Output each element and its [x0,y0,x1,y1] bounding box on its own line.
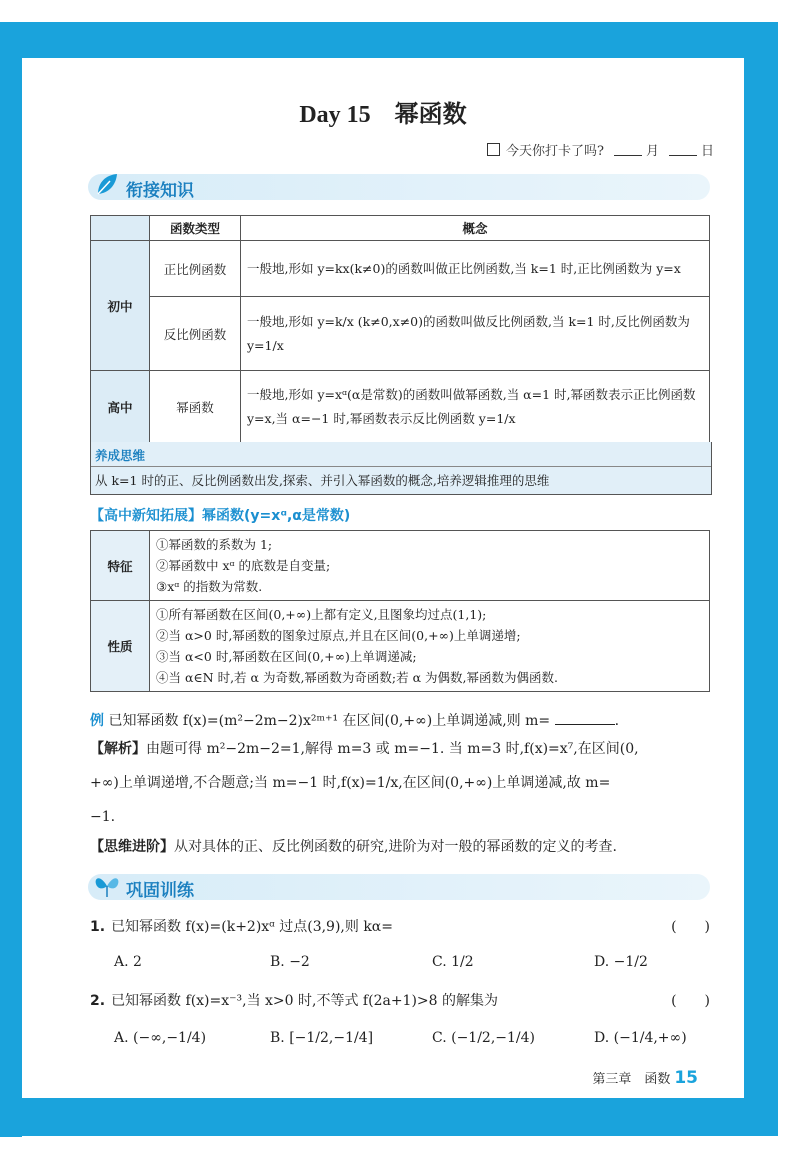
example-label: 例 [90,713,104,729]
extension-heading: 【高中新知拓展】幂函数(y=xᵅ,α是常数) [90,508,351,524]
example-analysis [90,738,715,828]
day-blank[interactable] [669,143,697,156]
habit-body: 从 k=1 时的正、反比例函数出发,探索、并引入幂函数的概念,培养逻辑推理的思维 [95,473,550,488]
property-item: ④当 α∈N 时,若 α 为奇数,幂函数为奇函数;若 α 为偶数,幂函数为偶函数. [156,670,558,685]
type-cell: 反比例函数 [150,297,241,371]
answer-paren[interactable]: ( ) [671,919,710,935]
advance-label: 【思维进阶】 [90,839,174,855]
power-function-table [90,530,710,692]
question-1 [90,916,393,936]
option-d[interactable]: D. −1/2 [594,954,648,970]
feature-item: ②幂函数中 xᵅ 的底数是自变量; [156,558,331,573]
butterfly-leaf-icon [92,870,122,900]
advance-text: 从对具体的正、反比例函数的研究,进阶为对一般的幂函数的定义的考查. [174,839,617,855]
table-header-concept: 概念 [241,216,710,241]
feature-label: 特征 [91,531,150,601]
table-corner-cell [91,216,150,241]
property-list [150,601,710,692]
bottom-border-band [0,1098,778,1136]
divider [91,466,711,467]
answer-blank[interactable] [555,710,615,725]
right-border-band [744,58,778,1098]
feature-item: ③xᵅ 的指数为常数. [156,579,263,594]
section-bar-bridge-knowledge [88,174,710,200]
answer-paren[interactable]: ( ) [671,993,710,1009]
section-title: 衔接知识 [126,181,194,201]
type-cell: 正比例函数 [150,241,241,297]
property-item: ③当 α<0 时,幂函数在区间(0,+∞)上单调递减; [156,649,417,664]
section-title: 巩固训练 [126,881,194,901]
page-number: 15 [674,1068,698,1088]
chapter-label: 第三章 函数 [592,1072,671,1087]
analysis-line: 由题可得 m²−2m−2=1,解得 m=3 或 m=−1. 当 m=3 时,f(x)=x⁷,在区间(0, [146,741,639,757]
analysis-label: 【解析】 [90,741,146,757]
property-label: 性质 [91,601,150,692]
checkin-checkbox[interactable] [487,143,500,156]
concept-cell: 一般地,形如 y=k/x (k≠0,x≠0)的函数叫做反比例函数,当 k=1 时,反比例函数为 y=1/x [241,297,710,371]
page-footer [592,1068,698,1088]
month-label: 月 [645,144,659,159]
property-item: ①所有幂函数在区间(0,+∞)上都有定义,且图象均过点(1,1); [156,607,487,622]
type-cell: 幂函数 [150,371,241,443]
level-cell-junior: 初中 [91,241,150,371]
property-item: ②当 α>0 时,幂函数的图象过原点,并且在区间(0,+∞)上单调递增; [156,628,521,643]
table-header-type: 函数类型 [150,216,241,241]
concept-cell: 一般地,形如 y=xᵅ(α是常数)的函数叫做幂函数,当 α=1 时,幂函数表示正比例函数 y=x,当 α=−1 时,幂函数表示反比例函数 y=1/x [241,371,710,443]
question-2 [90,990,498,1010]
level-cell-senior: 高中 [91,371,150,443]
option-a[interactable]: A. 2 [114,954,142,970]
page-title: Day 15 幂函数 [299,102,467,128]
habit-heading: 养成思维 [95,448,146,463]
option-b[interactable]: B. −2 [270,954,310,970]
left-border-band [0,22,22,1137]
question-number: 2. [90,993,106,1009]
leaf-icon [92,170,122,200]
analysis-line: +∞)上单调递增,不合题意;当 m=−1 时,f(x)=1/x,在区间(0,+∞)上单调递减,故 m= [90,775,611,791]
example-question: 例 已知幂函数 f(x)=(m²−2m−2)x²ᵐ⁺¹ 在区间(0,+∞)上单调递减,则 m= . [90,710,619,732]
checkin-text: 今天你打卡了吗? [505,144,604,159]
feature-item: ①幂函数的系数为 1; [156,537,273,552]
question-text: 已知幂函数 f(x)=x⁻³,当 x>0 时,不等式 f(2a+1)>8 的解集为 [111,993,499,1009]
concept-table [90,215,710,443]
option-d[interactable]: D. (−1/4,+∞) [594,1030,687,1046]
analysis-line: −1. [90,809,116,825]
option-c[interactable]: C. (−1/2,−1/4) [432,1030,536,1046]
thinking-advance [90,836,617,858]
section-bar-practice [88,874,710,900]
question-number: 1. [90,919,106,935]
top-border-band [0,22,778,58]
concept-cell: 一般地,形如 y=kx(k≠0)的函数叫做正比例函数,当 k=1 时,正比例函数为 y=x [241,241,710,297]
checkin-line [487,140,714,159]
page-sheet [22,58,744,1098]
day-label: 日 [700,144,714,159]
feature-list [150,531,710,601]
example-text: 已知幂函数 f(x)=(m²−2m−2)x²ᵐ⁺¹ 在区间(0,+∞)上单调递减,则 m= [108,713,551,729]
question-text: 已知幂函数 f(x)=(k+2)xᵅ 过点(3,9),则 kα= [111,919,393,935]
option-b[interactable]: B. [−1/2,−1/4] [270,1030,374,1046]
option-c[interactable]: C. 1/2 [432,954,474,970]
month-blank[interactable] [614,143,642,156]
option-a[interactable]: A. (−∞,−1/4) [114,1030,207,1046]
habit-box [90,442,712,495]
